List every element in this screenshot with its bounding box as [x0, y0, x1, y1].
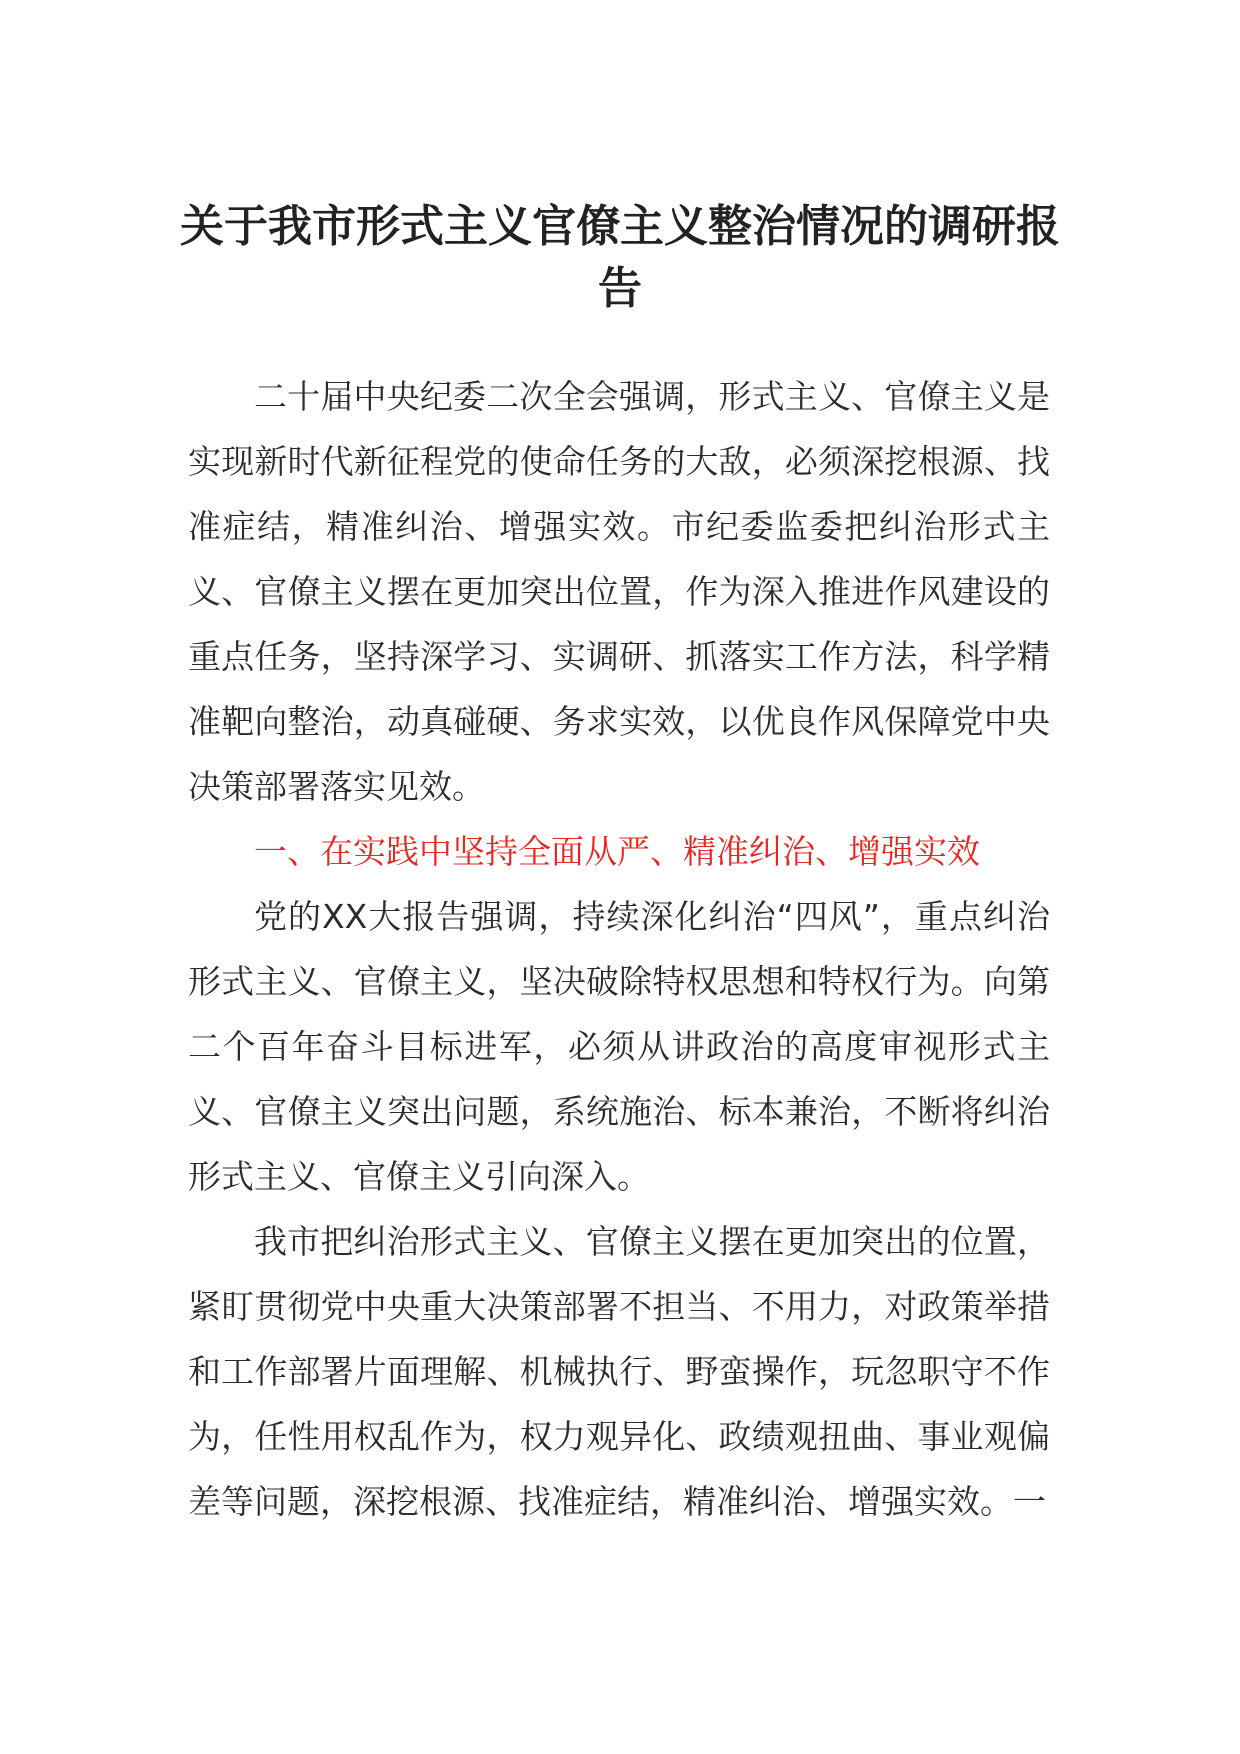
intro-paragraph: 二十届中央纪委二次全会强调，形式主义、官僚主义是实现新时代新征程党的使命任务的大敌，必须深挖根源、找准症结，精准纠治、增强实效。市纪委监委把纠治形式主义、官僚主义摆在更加突出位置，作为深入推进作风建设的重点任务，坚持深学习、实调研、抓落实工作方法，科学精准靶向整治，动真碰硬、务求实效，以优良作风保障党中央决策部署落实见效。 [188, 377, 1050, 806]
document-body [188, 364, 1050, 1534]
document-title: 关于我市形式主义官僚主义整治情况的调研报告 [180, 201, 1060, 314]
body-paragraph-2: 我市把纠治形式主义、官僚主义摆在更加突出的位置，紧盯贯彻党中央重大决策部署不担当、不用力，对政策举措和工作部署片面理解、机械执行、野蛮操作，玩忽职守不作为，任性用权乱作为，权力观异化、政绩观扭曲、事业观偏差等问题，深挖根源、找准症结，精准纠治、增强实效。一 [188, 1222, 1050, 1521]
section-heading: 一、在实践中坚持全面从严、精准纠治、增强实效 [254, 832, 980, 871]
body-paragraph-1: 党的XX大报告强调，持续深化纠治“四风”，重点纠治形式主义、官僚主义，坚决破除特权思想和特权行为。向第二个百年奋斗目标进军，必须从讲政治的高度审视形式主义、官僚主义突出问题，系统施治、标本兼治，不断将纠治形式主义、官僚主义引向深入。 [188, 897, 1050, 1196]
